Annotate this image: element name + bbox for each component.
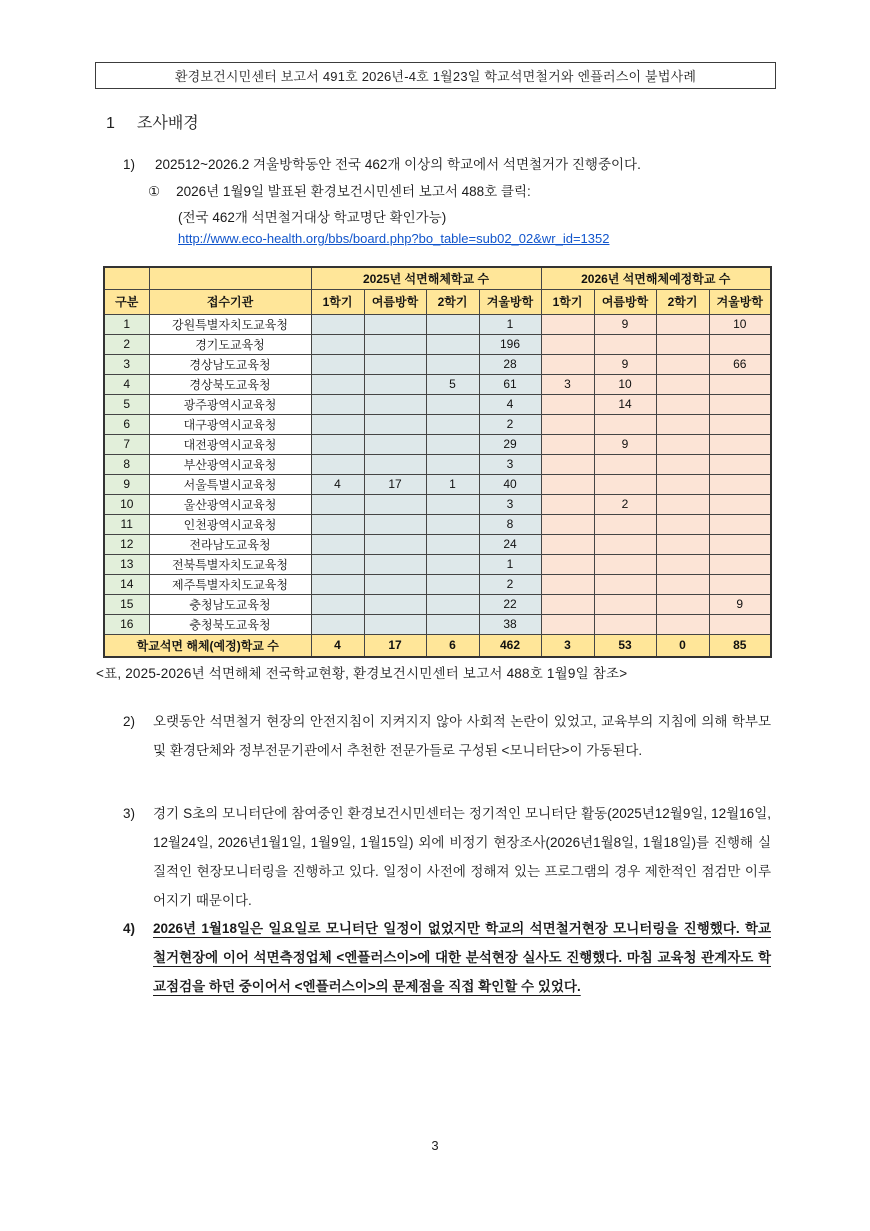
column-header-org: 접수기관 <box>149 289 311 314</box>
total-value-cell: 85 <box>709 634 771 657</box>
value-cell <box>656 574 709 594</box>
value-cell: 66 <box>709 354 771 374</box>
list-number: 2) <box>123 714 136 729</box>
table-row <box>104 514 771 534</box>
value-cell <box>656 434 709 454</box>
value-cell <box>541 394 594 414</box>
table-caption: <표, 2025-2026년 석면해체 전국학교현황, 환경보건시민센터 보고서 488호 1월9일 참조> <box>96 666 628 681</box>
org-cell: 경상북도교육청 <box>149 374 311 394</box>
section-heading <box>106 110 199 133</box>
value-cell: 4 <box>311 474 364 494</box>
org-cell: 서울특별시교육청 <box>149 474 311 494</box>
value-cell <box>709 434 771 454</box>
value-cell <box>426 334 479 354</box>
report-link[interactable]: http://www.eco-health.org/bbs/board.php?bo_table=sub02_02&wr_id=1352 <box>178 231 610 246</box>
table-row <box>104 454 771 474</box>
value-cell <box>656 614 709 634</box>
value-cell <box>364 454 426 474</box>
column-header-semester: 여름방학 <box>364 289 426 314</box>
value-cell <box>541 314 594 334</box>
value-cell <box>364 374 426 394</box>
table-row <box>104 374 771 394</box>
org-cell: 인천광역시교육청 <box>149 514 311 534</box>
table-row <box>104 574 771 594</box>
value-cell <box>426 394 479 414</box>
value-cell <box>541 594 594 614</box>
value-cell <box>656 374 709 394</box>
value-cell <box>364 314 426 334</box>
total-value-cell: 0 <box>656 634 709 657</box>
value-cell <box>311 334 364 354</box>
column-header-index: 구분 <box>104 289 149 314</box>
value-cell <box>311 534 364 554</box>
paragraph-3 <box>123 799 773 915</box>
value-cell <box>594 574 656 594</box>
value-cell <box>656 594 709 614</box>
value-cell <box>594 554 656 574</box>
value-cell <box>311 574 364 594</box>
value-cell <box>311 554 364 574</box>
value-cell <box>364 574 426 594</box>
intro-sub-item <box>148 180 531 200</box>
index-cell: 11 <box>104 514 149 534</box>
value-cell: 10 <box>709 314 771 334</box>
index-cell: 8 <box>104 454 149 474</box>
value-cell <box>426 494 479 514</box>
value-cell <box>426 414 479 434</box>
value-cell <box>656 514 709 534</box>
table-row <box>104 474 771 494</box>
index-cell: 7 <box>104 434 149 454</box>
table-row <box>104 534 771 554</box>
group-header-2025: 2025년 석면해체학교 수 <box>311 267 541 289</box>
value-cell: 2 <box>479 574 541 594</box>
value-cell: 9 <box>594 434 656 454</box>
value-cell <box>709 554 771 574</box>
index-cell: 12 <box>104 534 149 554</box>
value-cell <box>364 334 426 354</box>
column-header-semester: 겨울방학 <box>709 289 771 314</box>
value-cell <box>426 314 479 334</box>
report-header-box <box>95 62 776 89</box>
intro-text: 202512~2026.2 겨울방학동안 전국 462개 이상의 학교에서 석면철거가 진행중이다. <box>155 157 641 172</box>
value-cell: 4 <box>479 394 541 414</box>
value-cell <box>709 574 771 594</box>
value-cell: 9 <box>594 354 656 374</box>
table-row <box>104 414 771 434</box>
total-value-cell: 3 <box>541 634 594 657</box>
value-cell: 2 <box>594 494 656 514</box>
intro-sub-note: (전국 462개 석면철거대상 학교명단 확인가능) <box>178 210 447 225</box>
value-cell: 5 <box>426 374 479 394</box>
value-cell <box>541 454 594 474</box>
index-cell: 10 <box>104 494 149 514</box>
value-cell <box>541 434 594 454</box>
value-cell: 2 <box>479 414 541 434</box>
value-cell <box>364 494 426 514</box>
value-cell <box>709 334 771 354</box>
value-cell <box>426 454 479 474</box>
empty-header-cell <box>149 267 311 289</box>
index-cell: 14 <box>104 574 149 594</box>
value-cell: 9 <box>594 314 656 334</box>
value-cell <box>311 374 364 394</box>
index-cell: 9 <box>104 474 149 494</box>
value-cell <box>656 414 709 434</box>
value-cell <box>541 414 594 434</box>
org-cell: 충청북도교육청 <box>149 614 311 634</box>
org-cell: 대구광역시교육청 <box>149 414 311 434</box>
value-cell <box>426 554 479 574</box>
section-number: 1 <box>106 115 115 132</box>
table-head <box>104 267 771 314</box>
paragraph-2 <box>123 707 773 765</box>
value-cell <box>426 534 479 554</box>
value-cell <box>426 434 479 454</box>
value-cell <box>541 614 594 634</box>
value-cell <box>656 534 709 554</box>
table-row <box>104 494 771 514</box>
value-cell: 29 <box>479 434 541 454</box>
value-cell <box>541 534 594 554</box>
value-cell <box>426 614 479 634</box>
value-cell: 28 <box>479 354 541 374</box>
paragraph-4-emphasized <box>123 914 773 1001</box>
value-cell <box>364 434 426 454</box>
value-cell <box>594 334 656 354</box>
value-cell <box>656 314 709 334</box>
value-cell <box>311 614 364 634</box>
value-cell: 8 <box>479 514 541 534</box>
value-cell <box>541 574 594 594</box>
asbestos-removal-table <box>103 266 772 658</box>
empty-header-cell <box>104 267 149 289</box>
value-cell: 24 <box>479 534 541 554</box>
value-cell <box>541 514 594 534</box>
value-cell <box>364 414 426 434</box>
table-body <box>104 314 771 657</box>
value-cell <box>709 474 771 494</box>
value-cell: 3 <box>479 494 541 514</box>
value-cell: 9 <box>709 594 771 614</box>
total-value-cell: 53 <box>594 634 656 657</box>
value-cell <box>709 514 771 534</box>
value-cell <box>594 534 656 554</box>
value-cell: 1 <box>479 314 541 334</box>
index-cell: 1 <box>104 314 149 334</box>
org-cell: 제주특별자치도교육청 <box>149 574 311 594</box>
index-cell: 2 <box>104 334 149 354</box>
table-total-row <box>104 634 771 657</box>
value-cell: 3 <box>541 374 594 394</box>
value-cell <box>541 474 594 494</box>
table-row <box>104 594 771 614</box>
index-cell: 3 <box>104 354 149 374</box>
value-cell: 10 <box>594 374 656 394</box>
value-cell <box>364 354 426 374</box>
report-title: 환경보건시민센터 보고서 491호 2026년-4호 1월23일 학교석면철거와 엔플러스이 불법사례 <box>174 69 697 84</box>
table-row <box>104 614 771 634</box>
value-cell <box>594 514 656 534</box>
paragraph-text: 오랫동안 석면철거 현장의 안전지침이 지켜지지 않아 사회적 논란이 있었고, 교육부의 지침에 의해 학부모 및 환경단체와 정부전문기관에서 추천한 전문가들로 구성된 <모니터단>이 가동된다. <box>153 714 771 758</box>
column-header-semester: 1학기 <box>311 289 364 314</box>
page-number: 3 <box>431 1138 439 1153</box>
org-cell: 울산광역시교육청 <box>149 494 311 514</box>
value-cell <box>541 334 594 354</box>
value-cell <box>311 414 364 434</box>
value-cell <box>656 454 709 474</box>
org-cell: 부산광역시교육청 <box>149 454 311 474</box>
table-row <box>104 394 771 414</box>
table-row <box>104 554 771 574</box>
value-cell <box>656 354 709 374</box>
value-cell: 61 <box>479 374 541 394</box>
index-cell: 5 <box>104 394 149 414</box>
org-cell: 충청남도교육청 <box>149 594 311 614</box>
column-header-semester: 여름방학 <box>594 289 656 314</box>
value-cell <box>594 474 656 494</box>
total-value-cell: 17 <box>364 634 426 657</box>
value-cell <box>709 454 771 474</box>
index-cell: 13 <box>104 554 149 574</box>
org-cell: 대전광역시교육청 <box>149 434 311 454</box>
table-row <box>104 334 771 354</box>
value-cell <box>541 354 594 374</box>
paragraph-text: 경기 S초의 모니터단에 참여중인 환경보건시민센터는 정기적인 모니터단 활동(2025년12월9일, 12월16일, 12월24일, 2026년1월1일, 1월9일, 1월15일) 외에 비정기 현장조사(2026년1월8일, 1월18일)를 진행해 실질적인 현장모니터링을 진행하고 있다. 일정이 사전에 정해져 있는 프로그램의 경우 제한적인 점검만 이루어지기 때문이다. <box>153 806 771 908</box>
value-cell <box>311 354 364 374</box>
value-cell <box>709 374 771 394</box>
value-cell: 1 <box>479 554 541 574</box>
value-cell <box>594 414 656 434</box>
value-cell <box>709 614 771 634</box>
value-cell <box>656 494 709 514</box>
value-cell: 22 <box>479 594 541 614</box>
group-header-2026: 2026년 석면해체예정학교 수 <box>541 267 771 289</box>
value-cell <box>656 394 709 414</box>
value-cell <box>541 554 594 574</box>
index-cell: 6 <box>104 414 149 434</box>
value-cell <box>426 354 479 374</box>
index-cell: 16 <box>104 614 149 634</box>
column-header-semester: 1학기 <box>541 289 594 314</box>
value-cell <box>311 594 364 614</box>
value-cell <box>709 494 771 514</box>
value-cell <box>594 454 656 474</box>
value-cell <box>656 474 709 494</box>
value-cell: 14 <box>594 394 656 414</box>
value-cell <box>364 534 426 554</box>
org-cell: 전북특별자치도교육청 <box>149 554 311 574</box>
org-cell: 전라남도교육청 <box>149 534 311 554</box>
org-cell: 광주광역시교육청 <box>149 394 311 414</box>
list-number: 1) <box>123 157 136 172</box>
value-cell <box>364 394 426 414</box>
value-cell <box>311 394 364 414</box>
value-cell <box>364 514 426 534</box>
value-cell <box>594 614 656 634</box>
value-cell: 38 <box>479 614 541 634</box>
value-cell <box>311 494 364 514</box>
value-cell <box>311 434 364 454</box>
org-cell: 경기도교육청 <box>149 334 311 354</box>
table-row <box>104 314 771 334</box>
table-row <box>104 354 771 374</box>
org-cell: 강원특별자치도교육청 <box>149 314 311 334</box>
value-cell: 3 <box>479 454 541 474</box>
value-cell <box>364 554 426 574</box>
value-cell <box>311 314 364 334</box>
index-cell: 15 <box>104 594 149 614</box>
total-label-cell: 학교석면 해체(예정)학교 수 <box>104 634 311 657</box>
value-cell <box>426 514 479 534</box>
value-cell: 196 <box>479 334 541 354</box>
value-cell <box>311 454 364 474</box>
section-title: 조사배경 <box>136 115 199 132</box>
value-cell <box>709 394 771 414</box>
intro-item-1 <box>123 153 641 173</box>
value-cell <box>311 514 364 534</box>
value-cell: 17 <box>364 474 426 494</box>
org-cell: 경상남도교육청 <box>149 354 311 374</box>
list-number: 4) <box>123 921 136 936</box>
intro-sub-text: 2026년 1월9일 발표된 환경보건시민센터 보고서 488호 클릭: <box>176 184 531 199</box>
value-cell <box>364 594 426 614</box>
total-value-cell: 4 <box>311 634 364 657</box>
column-header-semester: 겨울방학 <box>479 289 541 314</box>
value-cell <box>656 554 709 574</box>
value-cell <box>594 594 656 614</box>
index-cell: 4 <box>104 374 149 394</box>
list-number: 3) <box>123 806 136 821</box>
value-cell: 1 <box>426 474 479 494</box>
circled-one-marker: ① <box>148 184 161 199</box>
value-cell <box>426 574 479 594</box>
value-cell <box>709 534 771 554</box>
value-cell: 40 <box>479 474 541 494</box>
value-cell <box>364 614 426 634</box>
value-cell <box>426 594 479 614</box>
column-header-semester: 2학기 <box>656 289 709 314</box>
value-cell <box>541 494 594 514</box>
total-value-cell: 6 <box>426 634 479 657</box>
value-cell <box>656 334 709 354</box>
column-header-semester: 2학기 <box>426 289 479 314</box>
value-cell <box>709 414 771 434</box>
paragraph-text-bold-underline: 2026년 1월18일은 일요일로 모니터단 일정이 없었지만 학교의 석면철거현장 모니터링을 진행했다. 학교 철거현장에 이어 석면측정업체 <엔플러스이>에 대한 분석현장 실사도 진행했다. 마침 교육청 관계자도 학교점검을 하던 중이어서 <엔플러스이>의 문제점을 직접 확인할 수 있었다. <box>153 921 771 994</box>
total-value-cell: 462 <box>479 634 541 657</box>
table-row <box>104 434 771 454</box>
